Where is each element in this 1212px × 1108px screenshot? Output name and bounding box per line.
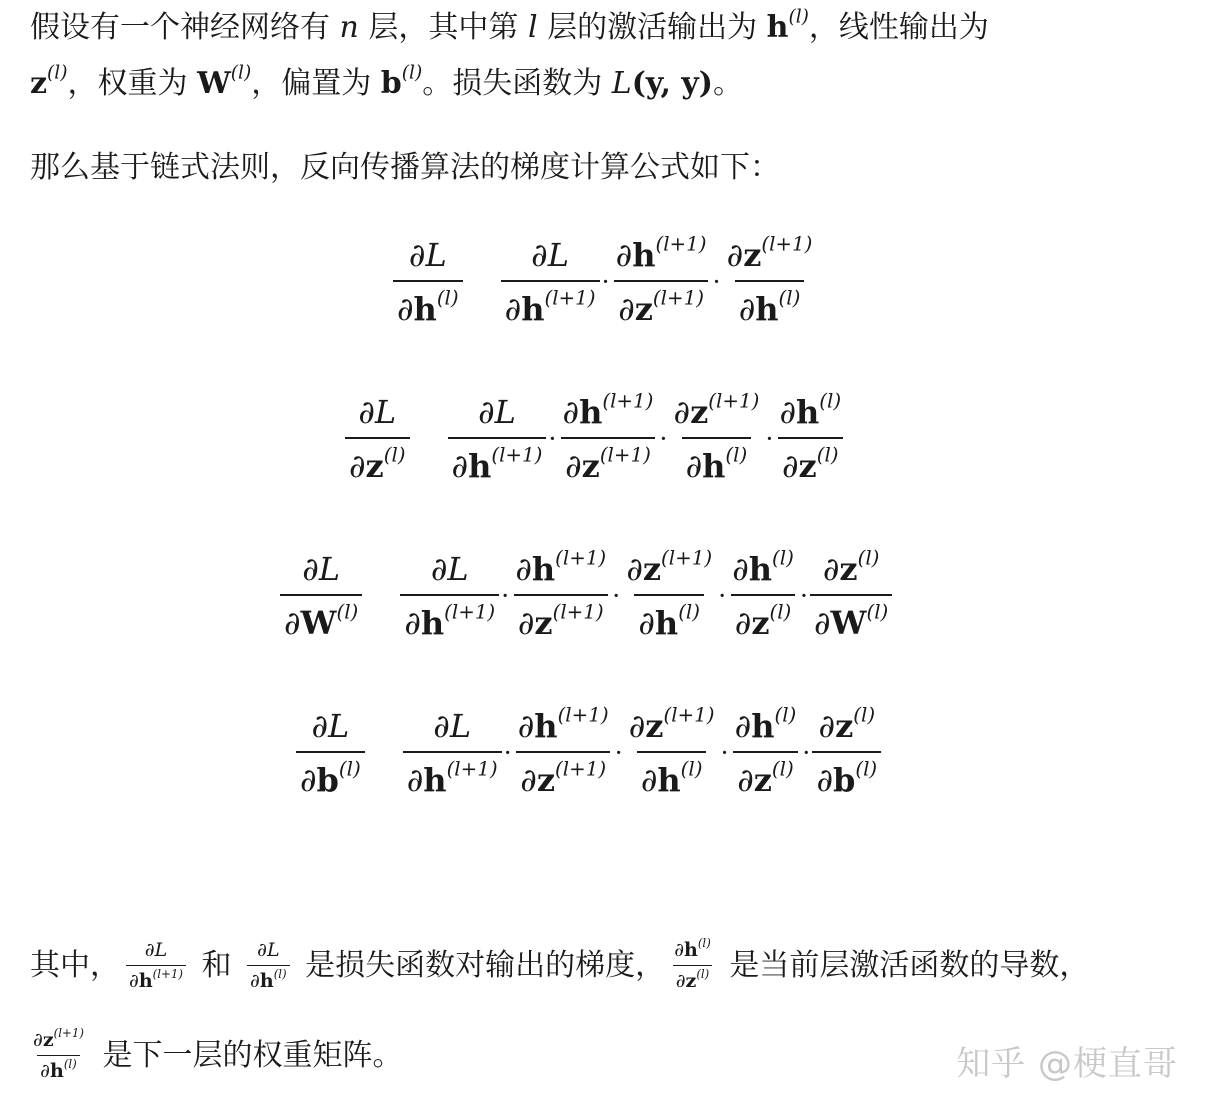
multiply-dot: · bbox=[501, 581, 510, 611]
fraction: $\frac{\partial h^{(l+1)}}{\partial z^{(l+1)}}$ bbox=[562, 389, 654, 485]
multiply-dot: · bbox=[503, 738, 512, 768]
equation-dL-dW bbox=[280, 540, 892, 652]
intro-line-1 bbox=[30, 2, 989, 46]
intro-line-2 bbox=[30, 58, 743, 102]
multiply-dot: · bbox=[799, 581, 808, 611]
fraction: $\frac{\partial z^{(l+1)}}{\partial h^{(l)}}$ bbox=[673, 389, 760, 485]
fraction: $\frac{\partial L}{\partial h^{(l)}}$ bbox=[393, 236, 463, 329]
explanation-line-1 bbox=[30, 935, 1090, 993]
fraction: $\frac{\partial h^{(l+1)}}{\partial z^{(l+1)}}$ bbox=[615, 232, 707, 328]
loss-arguments: (y, y) bbox=[631, 66, 713, 101]
multiply-dot: · bbox=[614, 738, 623, 768]
multiply-dot: · bbox=[548, 424, 557, 454]
lead-paragraph: 那么基于链式法则，反向传播算法的梯度计算公式如下： bbox=[30, 150, 780, 185]
fraction: $\frac{\partial L}{\partial b^{(l)}}$ bbox=[296, 707, 365, 800]
fraction: $\frac{\partial z^{(l)}}{\partial b^{(l)}}$ bbox=[812, 707, 881, 800]
multiply-dot: · bbox=[659, 424, 668, 454]
fraction: $\frac{\partial h^{(l)}}{\partial z^{(l)}}$ bbox=[779, 389, 842, 485]
activation-symbol: h bbox=[766, 10, 789, 45]
intro-text: ，权重为 bbox=[67, 66, 198, 101]
intro-text: 。 bbox=[712, 66, 743, 101]
multiply-dot: · bbox=[802, 738, 811, 768]
var-n: n bbox=[339, 10, 359, 45]
fraction: $\frac{\partial z^{(l)}}{\partial W^{(l)}}$ bbox=[810, 550, 892, 643]
fraction: $\frac{\partial z^{(l+1)}}{\partial h^{(l)}}$ bbox=[726, 232, 813, 328]
loss-symbol: L bbox=[611, 66, 632, 101]
fraction: $\frac{\partial h^{(l)}}{\partial z^{(l)}}$ bbox=[734, 703, 797, 799]
fraction: $\frac{\partial h^{(l+1)}}{\partial z^{(l+1)}}$ bbox=[517, 703, 609, 799]
explanation-text: 和 bbox=[191, 948, 242, 983]
fraction: $\frac{\partial L}{\partial W^{(l)}}$ bbox=[280, 550, 362, 643]
linear-output-symbol: z bbox=[30, 66, 48, 101]
var-l: l bbox=[527, 10, 538, 45]
multiply-dot: · bbox=[720, 738, 729, 768]
bias-symbol: b bbox=[380, 66, 402, 101]
fraction-dL-dh-next: $\frac{\partial L}{\partial h^{(l+1)}}$ bbox=[126, 940, 186, 993]
explanation-text: 是当前层激活函数的导数， bbox=[719, 948, 1090, 983]
fraction: $\frac{\partial h^{(l)}}{\partial z^{(l)}}$ bbox=[732, 546, 794, 642]
superscript: (l) bbox=[230, 62, 252, 84]
intro-text: 层，其中第 bbox=[358, 10, 528, 45]
intro-text: 。损失函数为 bbox=[422, 66, 612, 101]
multiply-dot: · bbox=[612, 581, 621, 611]
zhihu-watermark: 知乎 @梗直哥 bbox=[956, 1044, 1178, 1084]
fraction-dh-dz: $\frac{\partial h^{(l)}}{\partial z^{(l)}}$ bbox=[674, 935, 711, 992]
equation-dL-dz bbox=[345, 383, 845, 495]
fraction: $\frac{\partial L}{\partial h^{(l+1)}}$ bbox=[400, 550, 499, 643]
intro-text: ，线性输出为 bbox=[808, 10, 989, 45]
equation-dL-dh bbox=[393, 226, 816, 338]
fraction: $\frac{\partial z^{(l+1)}}{\partial h^{(l)}}$ bbox=[628, 703, 715, 799]
fraction: $\frac{\partial h^{(l+1)}}{\partial z^{(l+1)}}$ bbox=[515, 546, 607, 642]
multiply-dot: · bbox=[712, 267, 721, 297]
multiply-dot: · bbox=[601, 267, 610, 297]
fraction: $\frac{\partial z^{(l+1)}}{\partial h^{(l)}}$ bbox=[626, 546, 713, 642]
intro-text: 层的激活输出为 bbox=[537, 10, 767, 45]
explanation-text: 其中， bbox=[30, 948, 120, 983]
equation-dL-db bbox=[296, 697, 881, 809]
explanation-line-2 bbox=[30, 1025, 403, 1083]
multiply-dot: · bbox=[765, 424, 774, 454]
fraction: $\frac{\partial L}{\partial h^{(l+1)}}$ bbox=[501, 236, 600, 329]
multiply-dot: · bbox=[718, 581, 727, 611]
intro-text: ，偏置为 bbox=[251, 66, 381, 101]
explanation-text: 是下一层的权重矩阵。 bbox=[92, 1038, 403, 1073]
fraction: $\frac{\partial L}{\partial h^{(l+1)}}$ bbox=[448, 393, 547, 486]
superscript: (l) bbox=[401, 62, 423, 84]
superscript: (l) bbox=[788, 6, 809, 28]
intro-text: 假设有一个神经网络有 bbox=[30, 10, 340, 45]
weight-symbol: W bbox=[197, 66, 231, 101]
fraction-dL-dh: $\frac{\partial L}{\partial h^{(l)}}$ bbox=[247, 940, 290, 993]
fraction: $\frac{\partial L}{\partial z^{(l)}}$ bbox=[345, 393, 410, 486]
fraction: $\frac{\partial L}{\partial h^{(l+1)}}$ bbox=[403, 707, 502, 800]
explanation-text: 是损失函数对输出的梯度， bbox=[295, 948, 666, 983]
superscript: (l) bbox=[47, 62, 68, 84]
fraction-dz-dh: $\frac{\partial z^{(l+1)}}{\partial h^{(l)}}$ bbox=[33, 1025, 84, 1082]
